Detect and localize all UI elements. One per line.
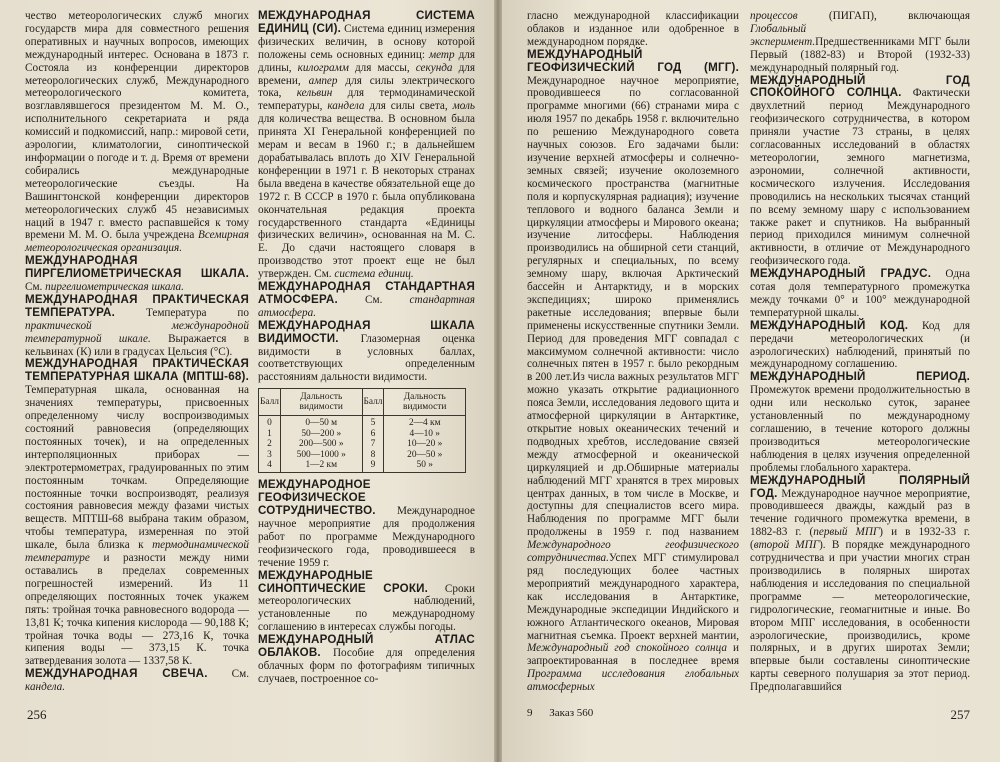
italic-text: Программа исследования глобальных атмосферных — [527, 668, 739, 694]
right-column-2 — [750, 10, 970, 694]
signature-order: Заказ 560 — [549, 707, 594, 719]
italic-text: кандела — [327, 100, 365, 113]
entry-paragraph — [750, 475, 970, 694]
entry-term: МЕЖДУНАРОДНАЯ ШКАЛА ВИДИМОСТИ. — [258, 318, 475, 345]
body-text: и запроектированная в последнее время — [527, 642, 739, 668]
body-text: Выражается в кельвинах (К) или в градусах Цельсия (°С). — [25, 332, 250, 358]
entry-term: МЕЖДУНАРОДНАЯ СТАНДАРТНАЯ АТМОСФЕРА. — [258, 280, 475, 306]
body-text: Глазомерная оценка видимости в условных баллах, соответствующих определенным расстояниям дальности видимости. — [258, 332, 475, 384]
entry-term: МЕЖДУНАРОДНЫЙ ГОД СПОКОЙНОГО СОЛНЦА. — [750, 73, 970, 100]
body-text: ) и в 1932-33 г. ( — [750, 526, 970, 552]
entry-paragraph — [258, 570, 475, 635]
italic-text: первый МПГ — [813, 526, 880, 539]
entry-term: МЕЖДУНАРОДНАЯ ПРАКТИЧЕСКАЯ ТЕМПЕРАТУРНАЯ ШКАЛА (МПТШ-68). — [25, 357, 249, 384]
body-text: Фактически двухлетний период Международного геофизического сотрудничества, в котором приняли участие 73 страны, в целях согласованных исследований в областях метеорологии, земного магнетизма, аэрономии, солнечной активности, космического излучения. Исследования проводились на нескольких тысячах станций по всему земному шару с использованием также ракет и спутников. На выбранный период приходился минимум солнечной активности, в отличие от Международного геофизического года. — [750, 87, 970, 268]
body-text: Предшественниками МГГ были Первый (1882-83) и Второй (1932-33) международный полярный год. — [750, 35, 970, 74]
body-text: Из числа важных результатов МГГ можно указать открытие радиационного пояса Земли, исследования ледового щита и атмосферной циркуляции в Антарктике, открытие новых океанических течений и подводных хребтов, исследование связей между атмосферной и океанической циркуляцией и др. — [527, 371, 739, 474]
entry-paragraph — [25, 294, 249, 359]
body-text: Температурная шкала, основанная на значениях температуры, присвоенных определенному числу воспроизводимых состояний равновесия (определяющих постоянных точек), и на определенных интерполяционных приборах — электротермометрах, градуированных по этим постоянным точкам. Определяющие постоянные точки воспроизводят, реализуя состояния равновесия между фазами чистых веществ. МПТШ-68 выбрана таким образом, чтобы температура, измеренная по этой шкале, была близка к — [25, 384, 249, 552]
left-column-2-top — [258, 10, 475, 384]
entry-term: МЕЖДУНАРОДНЫЙ КОД. — [750, 318, 909, 332]
entry-paragraph — [25, 358, 249, 668]
table-cell: 2—4 км 4—10 » 10—20 » 20—50 » 50 » — [384, 416, 466, 473]
italic-text: практической международной температурной шкале. — [25, 319, 249, 345]
left-page-number: 256 — [27, 707, 47, 722]
body-text: Сроки метеорологических наблюдений, установленные по международному соглашению в интересах службы погоды. — [258, 582, 475, 634]
right-page — [497, 0, 1000, 762]
table-header-cell: Дальность видимости — [384, 389, 466, 416]
table-cell: 0 1 2 3 4 — [259, 416, 281, 473]
entry-term: МЕЖДУНАРОДНАЯ СВЕЧА. — [25, 667, 208, 681]
entry-paragraph — [527, 49, 739, 694]
body-text: Обширные материалы наблюдений МГГ хранятся в трех мировых центрах данных, в том числе в Москве, и доступны для специалистов всего мира. Наблюдения по программе МГГ были продолжены в 1959 г. под названием — [527, 461, 740, 539]
italic-text: килограмм — [297, 61, 349, 74]
italic-text: ампер — [308, 74, 338, 87]
body-text: для количества вещества. В основном была принята XI Генеральной конференцией по мерам и весам в 1960 г.; в дальнейшем дорабатывалась вплоть до XIV Генеральной конференции в 1971 г. В некоторых странах была введена в качестве обязательной еще до 1972 г. В СССР в 1970 г. была опубликована окончательная редакция проекта государственного стандарта «Единицы физических величин», основанная на М. С. Е. До сдачи настоящего словаря в производство этот проект еще не был утвержден. См. — [258, 113, 475, 281]
body-text: Промежуток времени продолжительностью в одни или несколько суток, заранее установленный по международному соглашению, в течение которого должны производиться метеорологические наблюдения в целях изучения определенной проблемы глобального характера. — [750, 384, 970, 474]
right-page-number: 257 — [950, 707, 970, 722]
body-text: (ПИГАП), включающая — [797, 10, 970, 22]
entry-term: МЕЖДУНАРОДНЫЙ АТЛАС ОБЛАКОВ. — [258, 633, 475, 660]
entry-term: МЕЖДУНАРОДНАЯ ПРАКТИЧЕСКАЯ ТЕМПЕРАТУРА. — [25, 292, 249, 319]
entry-term: МЕЖДУНАРОДНАЯ СИСТЕМА ЕДИНИЦ (СИ). — [258, 9, 475, 35]
italic-text: кандела. — [25, 681, 65, 694]
entry-term: МЕЖДУНАРОДНЫЕ СИНОПТИЧЕСКИЕ СРОКИ. — [258, 568, 429, 595]
entry-term: МЕЖДУНАРОДНАЯ ПИРГЕЛИОМЕТРИЧЕСКАЯ ШКАЛА. — [25, 254, 249, 281]
table-cell: 5 6 7 8 9 — [362, 416, 384, 473]
print-signature — [527, 707, 607, 719]
body-text: См. — [337, 293, 410, 306]
text-paragraph — [750, 10, 970, 75]
body-text: для времени, — [258, 61, 475, 87]
body-text: Международное научное мероприятие, проводившееся дважды, каждый раз в течение годичного промежутка времени, в 1882-83 г. ( — [750, 487, 970, 539]
italic-text: пиргелиометрическая шкала. — [45, 281, 184, 294]
body-text: См. — [207, 668, 249, 681]
table-cell: 0—50 м 50—200 » 200—500 » 500—1000 » 1—2 км — [280, 416, 362, 473]
italic-text: секунда — [415, 61, 453, 74]
entry-paragraph — [25, 668, 249, 694]
left-page — [0, 0, 497, 762]
italic-text: стандартная атмосфера. — [258, 293, 475, 319]
body-text: для длины, — [258, 48, 476, 74]
entry-term: МЕЖДУНАРОДНЫЙ ГРАДУС. — [750, 267, 932, 281]
entry-paragraph — [258, 10, 475, 281]
body-text: Международное научное мероприятие, проводившееся по согласованной программе многими (66) странами мира с июля 1957 по декабрь 1958 г. включительно по решению Международного совета научных союзов. Его задачами были: изучение верхней атмосферы и солнечно-земных связей; изучение околоземного космического пространства (магнитные поля и корпускулярная радиация); изучение теплового и водного баланса Земли и циркуляции атмосферы и Мирового океана; изучение литосферы. Наблюдения производились на обширной сети станций, регулярных и специальных, по всему земному шару, включая Арктический бассейн и Антарктиду, и в морских экспедициях; широко применялись ракетные исследования; впервые были применены искусственные спутники Земли. Период для проведения МГГ совпадал с максимумом солнечной активности: число солнечных пятен в 1957 г. было рекордным в 200 лет. — [527, 74, 739, 384]
body-text: Температура по — [115, 306, 249, 319]
italic-text: моль — [452, 100, 475, 113]
italic-text: метр — [428, 48, 455, 61]
body-text: для силы электрического тока, — [258, 74, 475, 100]
italic-text: термодинамической температуре — [25, 539, 249, 565]
body-text: Международное научное мероприятие для продолжения работ по программе Международного геофизического года, проводившееся в течение 1959 г. — [258, 505, 475, 569]
entry-term: МЕЖДУНАРОДНЫЙ ПЕРИОД. — [750, 370, 970, 384]
signature-number: 9 — [527, 707, 533, 719]
italic-text: Всемирная метеорологическая организация. — [25, 229, 249, 255]
entry-paragraph — [25, 255, 249, 294]
italic-text: Международный год спокойного солнца — [527, 642, 727, 655]
entry-paragraph — [258, 634, 475, 686]
body-text: для термодинамической температуры, — [258, 87, 475, 113]
entry-paragraph — [258, 320, 475, 385]
body-text: Успех МГГ стимулировал ряд последующих более частных мероприятий международного характера, как исследования в Антарктике, Международные экспедиции Индийского и южного Атлантического океанов, Мировая магнитная съемка. Проект верхней мантии, — [527, 552, 739, 642]
right-column-1 — [527, 10, 739, 694]
entry-paragraph — [750, 75, 970, 269]
italic-text: Глобальный эксперимент. — [750, 22, 816, 48]
table-row — [259, 416, 466, 473]
table-header-cell: Дальность видимости — [280, 389, 362, 416]
body-text: ). В порядке международного сотрудничества и при участии многих стран производились в полярных широтах наблюдения и исследования по специальной программе — метеорологические, гидрологические, геомагнитные и иные. Во втором МПГ исследования, в особенности аэрологические, производились, кроме полярных, и в других широтах Земли; впервые были составлены синоптические карты северного полушария за этот период. Предполагавшийся — [750, 539, 970, 694]
body-text: Система единиц измерения физических величин, в основу которой положены семь основных единиц: — [258, 22, 475, 61]
left-column-2 — [258, 10, 475, 686]
left-column-2-bottom — [258, 479, 475, 686]
text-paragraph — [527, 10, 739, 49]
body-text: для силы света, — [364, 100, 453, 113]
entry-term: МЕЖДУНАРОДНЫЙ ПОЛЯРНЫЙ ГОД. — [750, 473, 970, 500]
italic-text: второй МПГ — [753, 539, 820, 552]
body-text: Одна сотая доля температурного промежутка между точками 0° и 100° международной температурной шкалы. — [750, 268, 970, 319]
italic-text: кельвин — [296, 87, 333, 100]
entry-paragraph — [258, 479, 475, 569]
body-text: для массы, — [348, 61, 416, 74]
entry-term: МЕЖДУНАРОДНОЕ ГЕОФИЗИЧЕСКОЕ СОТРУДНИЧЕСТВО. — [258, 478, 376, 518]
entry-term: МЕЖДУНАРОДНЫЙ ГЕОФИЗИЧЕСКИЙ ГОД (МГГ). — [527, 47, 739, 74]
body-text: Код для передачи метеорологических (и аэрологических) наблюдений, принятый по международному соглашению. — [750, 319, 971, 371]
body-text: чество метеорологических служб многих государств мира для совместного решения оперативных и научных вопросов, имеющих международный интерес. Основана в 1873 г. Состояла из конференции директоров метеорологических служб, Международного метеорологического комитета, возглавлявшегося президентом М. М. О., исполнительного секретариата и ряда комиссий и подкомиссий, напр.: мировой сети, аэрологии, климатологии, синоптической информации о погоде и т. д. Время от времени собирались международные метеорологические съезды. На Вашингтонской конференции директоров метеорологических служб 45 независимых наций в 1947 г. вместо распавшейся к тому времени М. М. О. была учреждена — [25, 10, 249, 242]
table-header-cell: Балл — [259, 389, 281, 416]
entry-paragraph — [750, 320, 970, 372]
italic-text: система единиц. — [334, 268, 414, 281]
visibility-scale-table — [258, 388, 466, 473]
body-text: Пособие для определения облачных форм по фотографиям типичных случаев, построенное со- — [258, 647, 475, 685]
entry-paragraph — [258, 281, 475, 320]
body-text: См. — [25, 281, 46, 294]
text-paragraph — [25, 10, 249, 255]
italic-text: процессов — [750, 10, 798, 22]
body-text: и разности между ними оставались в пределах современных погрешностей измерений. Из 11 определяющих постоянных точек укажем пять: тройная точка равновесного водорода — 13,81 К; точка кипения кислорода — 90,188 К; тройная точка воды — 273,16 К, точка кипения воды — 373,15 К. точка затвердевания золота — 1337,58 К. — [25, 552, 249, 668]
entry-paragraph — [750, 268, 970, 320]
table-header-row — [259, 389, 466, 416]
book-gutter — [494, 0, 502, 762]
italic-text: Международного геофизического сотрудничества. — [527, 539, 739, 565]
table-header-cell: Балл — [362, 389, 384, 416]
entry-paragraph — [750, 371, 970, 474]
body-text: гласно международной классификации облаков и изданное или одобренное в международном порядке. — [527, 10, 739, 48]
left-column-1 — [25, 10, 249, 694]
